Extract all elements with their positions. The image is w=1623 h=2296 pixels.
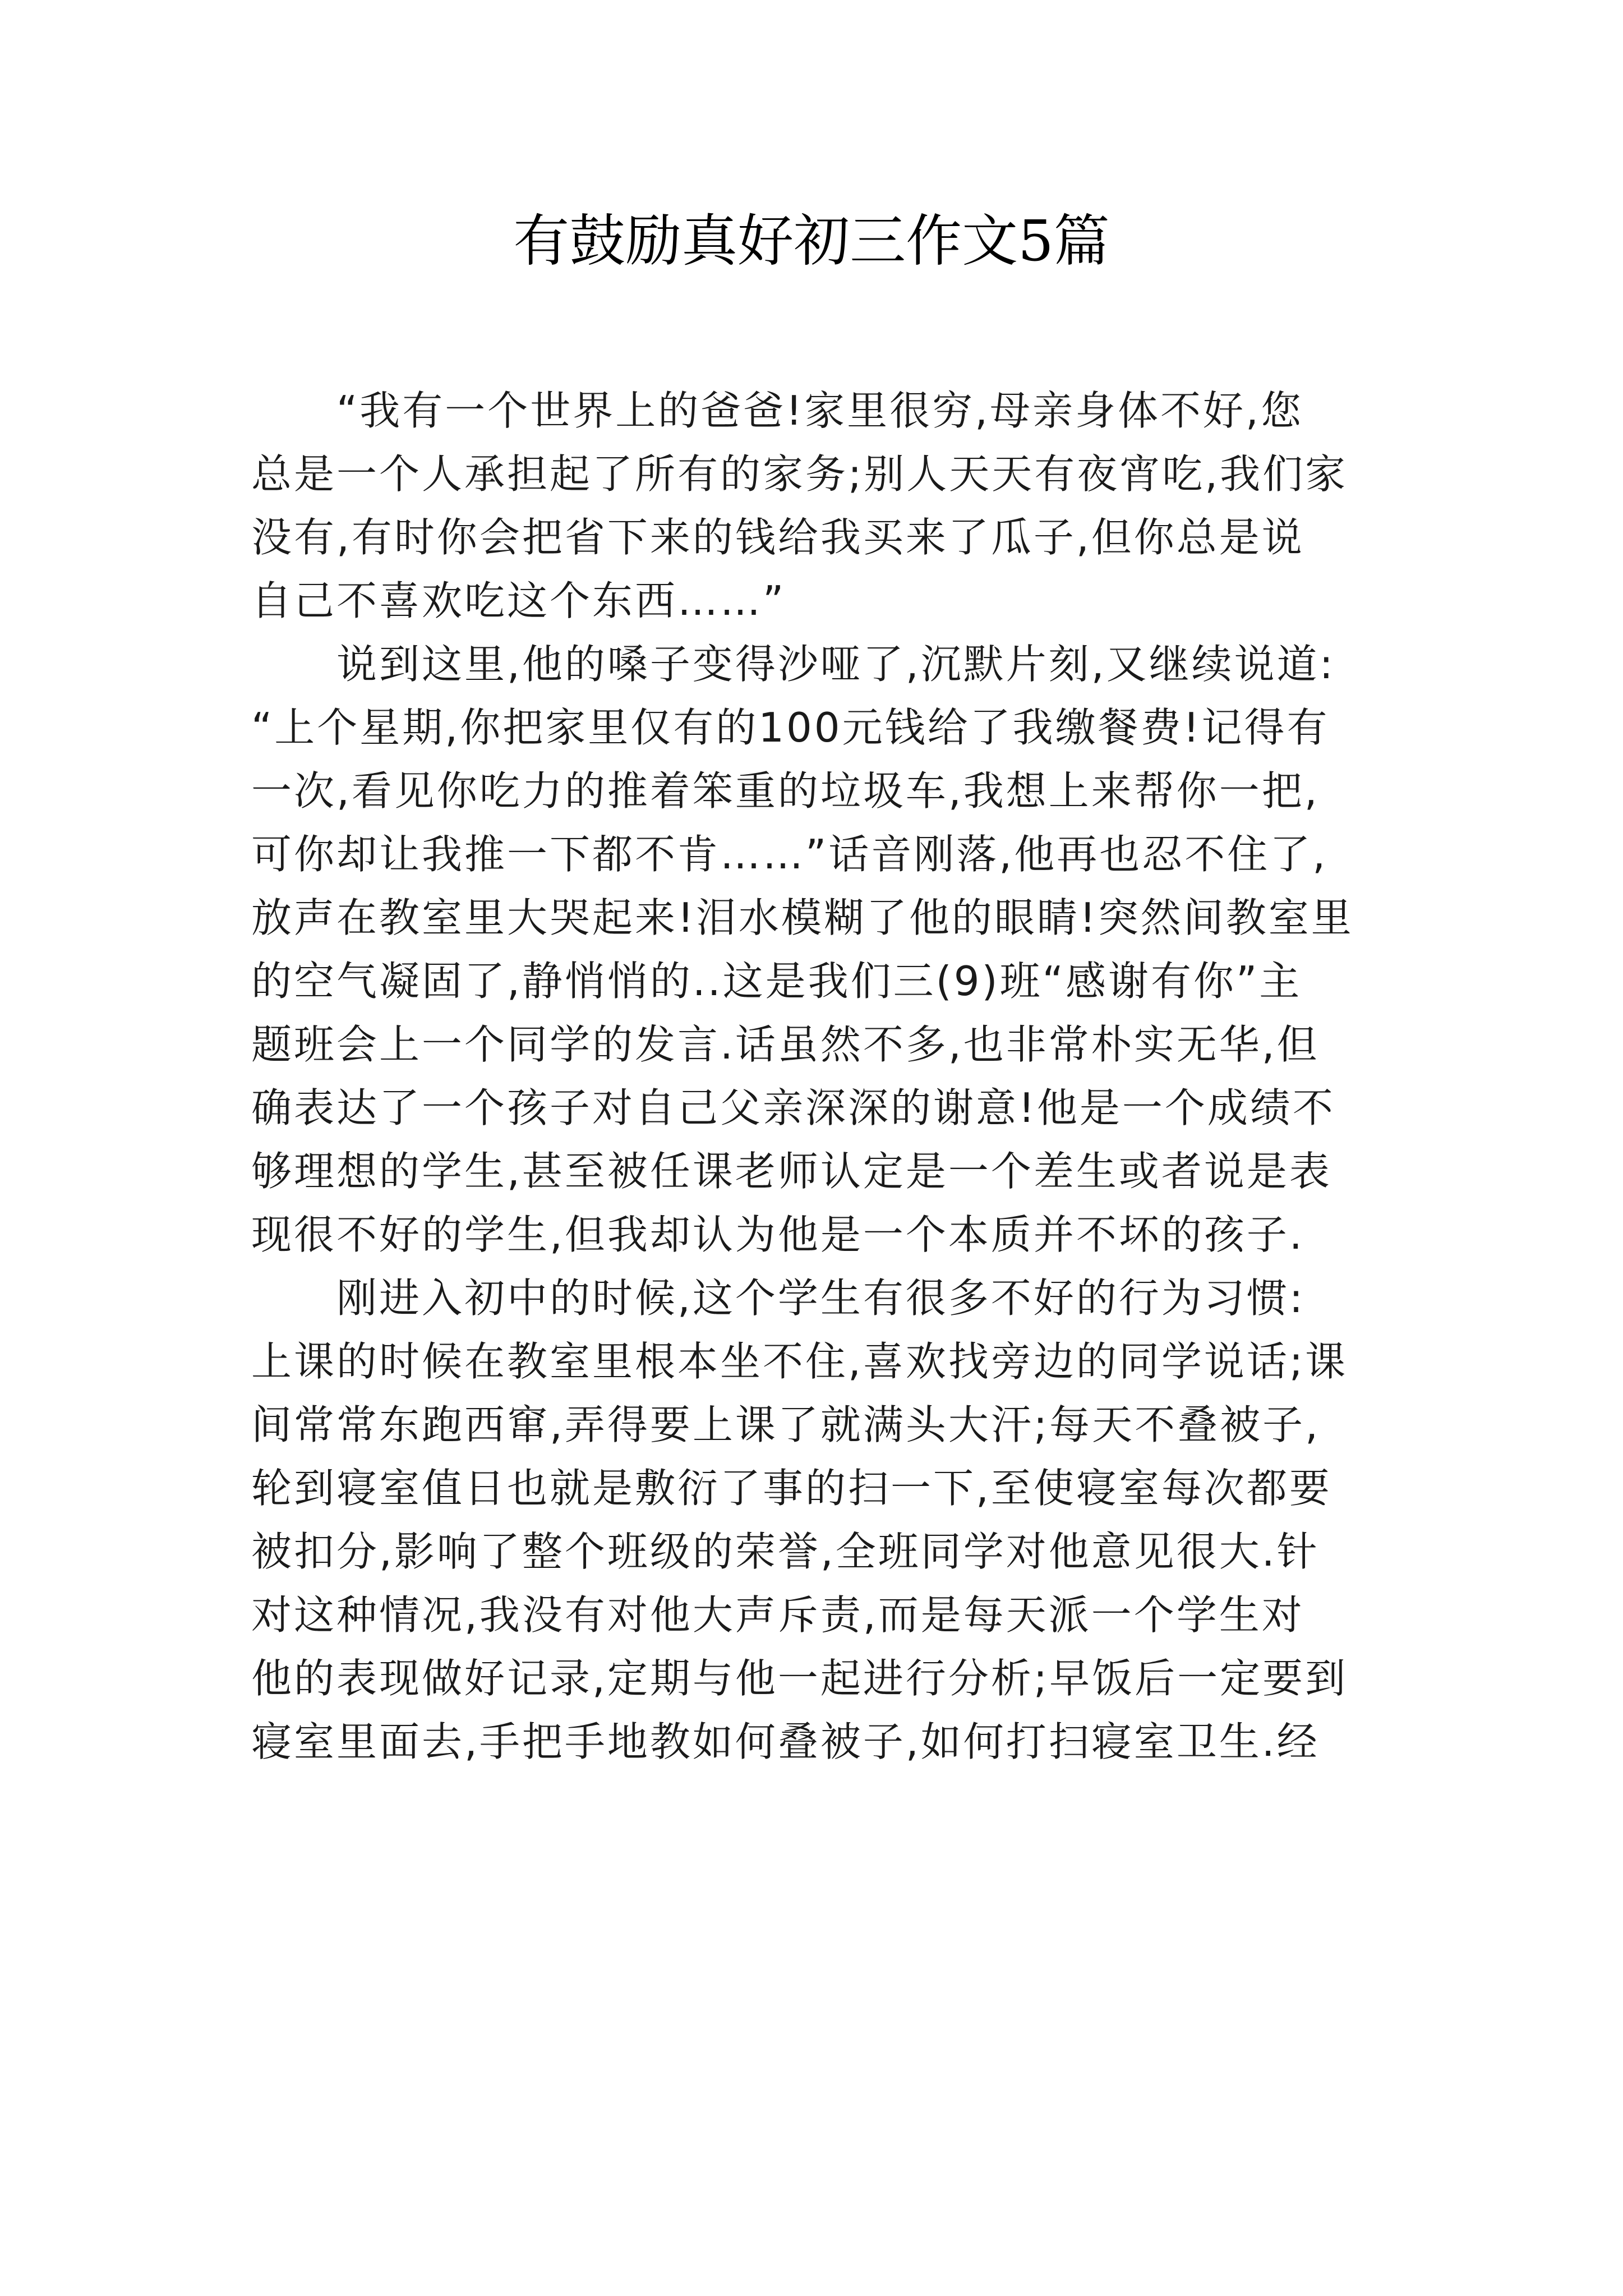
text-line: 他的表现做好记录,定期与他一起进行分析;早饭后一定要到 — [251, 1655, 1348, 1702]
text-line: 现很不好的学生,但我却认为他是一个本质并不坏的孩子. — [251, 1211, 1304, 1258]
text-line: 说到这里,他的嗓子变得沙哑了,沉默片刻,又继续说道: — [336, 641, 1335, 688]
text-line: 上课的时候在教室里根本坐不住,喜欢找旁边的同学说话;课 — [251, 1338, 1348, 1385]
text-line: 总是一个人承担起了所有的家务;别人天天有夜宵吃,我们家 — [251, 450, 1348, 498]
text-line: 没有,有时你会把省下来的钱给我买来了瓜子,但你总是说 — [251, 514, 1304, 561]
text-line: 一次,看见你吃力的推着笨重的垃圾车,我想上来帮你一把, — [251, 767, 1320, 815]
text-line: 轮到寝室值日也就是敷衍了事的扫一下,至使寝室每次都要 — [251, 1465, 1332, 1512]
text-line: 被扣分,影响了整个班级的荣誉,全班同学对他意见很大.针 — [251, 1528, 1320, 1575]
text-line: 题班会上一个同学的发言.话虽然不多,也非常朴实无华,但 — [251, 1021, 1320, 1068]
text-line: 间常常东跑西窜,弄得要上课了就满头大汗;每天不叠被子, — [251, 1401, 1321, 1448]
text-line: 自己不喜欢吃这个东西……” — [251, 577, 786, 624]
text-line: 的空气凝固了,静悄悄的..这是我们三(9)班“感谢有你”主 — [251, 958, 1302, 1005]
document-body — [251, 379, 1378, 1774]
text-line: 可你却让我推一下都不肯……”话音刚落,他再也忍不住了, — [251, 831, 1328, 878]
text-line: 放声在教室里大哭起来!泪水模糊了他的眼睛!突然间教室里 — [251, 894, 1354, 941]
document-title: 有鼓励真好初三作文5篇 — [513, 208, 1110, 274]
text-line: “上个星期,你把家里仅有的100元钱给了我缴餐费!记得有 — [251, 704, 1330, 751]
text-line: “我有一个世界上的爸爸!家里很穷,母亲身体不好,您 — [336, 387, 1303, 434]
text-line: 确表达了一个孩子对自己父亲深深的谢意!他是一个成绩不 — [251, 1084, 1335, 1131]
text-line: 够理想的学生,甚至被任课老师认定是一个差生或者说是表 — [251, 1148, 1332, 1195]
text-line: 对这种情况,我没有对他大声斥责,而是每天派一个学生对 — [251, 1591, 1304, 1639]
text-line: 刚进入初中的时候,这个学生有很多不好的行为习惯: — [336, 1274, 1306, 1322]
text-line: 寝室里面去,手把手地教如何叠被子,如何打扫寝室卫生.经 — [251, 1718, 1320, 1765]
